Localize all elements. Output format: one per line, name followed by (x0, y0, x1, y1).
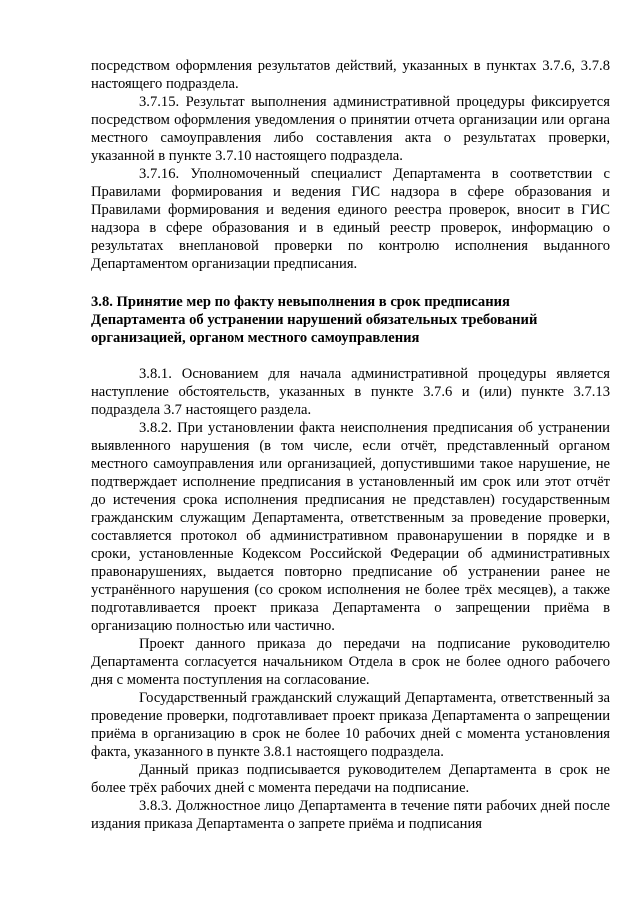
section-heading-line-1: 3.8. Принятие мер по факту невыполнения в срок предписания (91, 294, 510, 310)
paragraph-3-8-1: 3.8.1. Основанием для начала административной процедуры является наступление обстоятельств, указанных в пункте 3.7.6 и (или) пункте 3.7.13 подраздела 3.7 настоящего раздела. (91, 366, 610, 418)
paragraph-3-7-15: 3.7.15. Результат выполнения административной процедуры фиксируется посредством оформления уведомления о принятии отчета организации или органа местного самоуправления либо составления акта о результатах проверки, указанной в пункте 3.7.10 настоящего подраздела. (91, 94, 610, 164)
section-heading-line-3: организацией, органом местного самоуправления (91, 330, 420, 346)
paragraph-draft-approval: Проект данного приказа до передачи на подписание руководителю Департамента согласуется начальником Отдела в срок не более одного рабочего дня с момента поступления на согласование. (91, 636, 610, 688)
paragraph-3-7-16: 3.7.16. Уполномоченный специалист Департамента в соответствии с Правилами формирования и ведения ГИС надзора в сфере образования и Правилами формирования и ведения единого реестра проверок, вносит в ГИС надзора в сфере образования и в единый реестр проверок, информацию о результатах внеплановой проверки по контролю исполнения выданного Департаментом организации предписания. (91, 166, 610, 272)
section-heading-3-8 (91, 293, 610, 365)
section-heading-line-2: Департамента об устранении нарушений обязательных требований (91, 312, 538, 328)
paragraph-continuation: посредством оформления результатов действий, указанных в пунктах 3.7.6, 3.7.8 настоящего подраздела. (91, 58, 610, 92)
paragraph-civil-servant: Государственный гражданский служащий Департамента, ответственный за проведение проверки, подготавливает проект приказа Департамента о запрещении приёма в организацию в срок не более 10 рабочих дней с момента установления факта, указанного в пункте 3.8.1 настоящего подраздела. (91, 690, 610, 760)
paragraph-3-8-3: 3.8.3. Должностное лицо Департамента в течение пяти рабочих дней после издания приказа Департамента о запрете приёма и подписания (91, 798, 610, 832)
paragraph-order-signing: Данный приказ подписывается руководителем Департамента в срок не более трёх рабочих дней с момента передачи на подписание. (91, 762, 610, 796)
paragraph-3-8-2: 3.8.2. При установлении факта неисполнения предписания об устранении выявленного нарушения (в том числе, если отчёт, представленный органом местного самоуправления или организацией, допустившими такое нарушение, не подтверждает исполнение предписания в установленный им срок или этот отчёт до истечения срока исполнения предписания не представлен) государственным гражданским служащим Департамента, ответственным за проведение проверки, составляется протокол об административном правонарушении в порядке и в сроки, установленные Кодексом Российской Федерации об административных правонарушениях, выдается повторно предписание об устранении ранее не устранённого нарушения (со сроком исполнения не более трёх месяцев), а также подготавливается проект приказа Департамента о запрещении приёма в организацию полностью или частично. (91, 420, 610, 634)
section-spacer (91, 273, 610, 293)
